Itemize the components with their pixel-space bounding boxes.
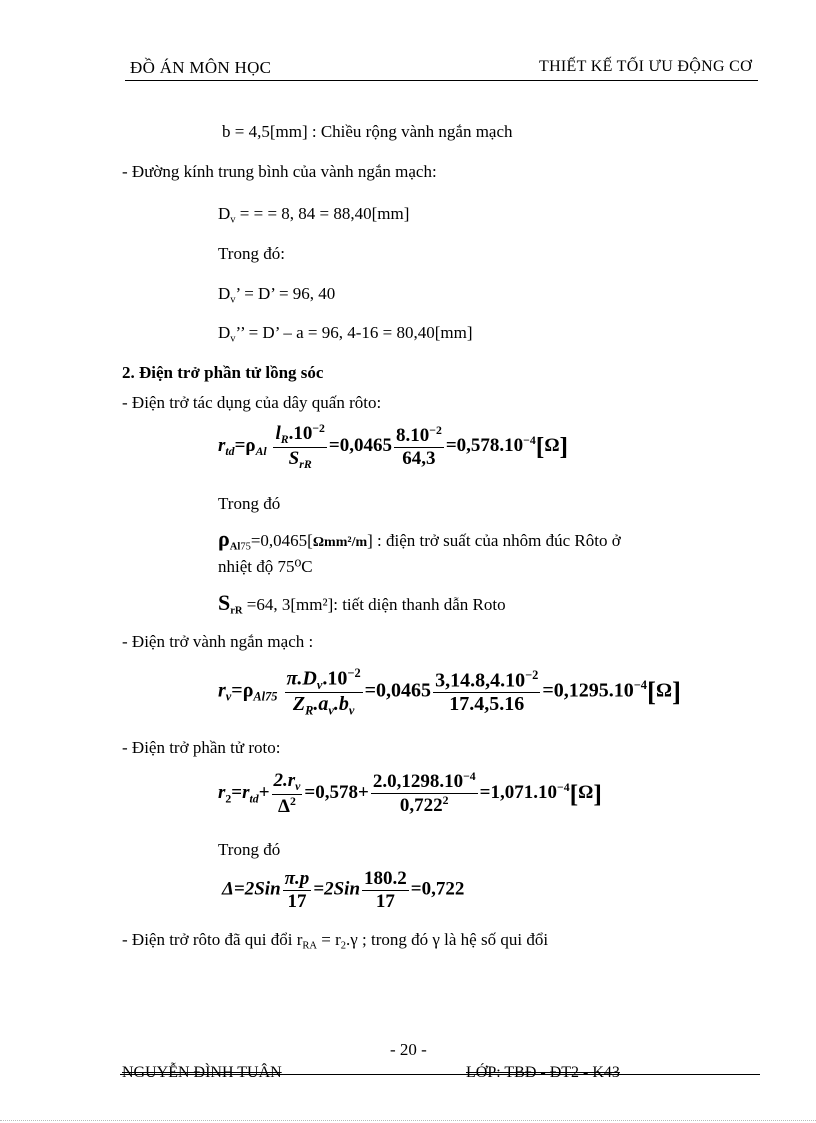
rtd-fraction-1: $\frac{l_R.10^{-2}}{S_{rR}}$	[275, 422, 325, 471]
r2-equation: $r_2=r_{td}+$ $\frac{2.r_v}{\Delta^2}$ =0,578+ $\frac{2.0,1298.10^{-4}}{0,722^2}$ $=1,071.10^{-4}[\Omega]$	[218, 770, 602, 817]
header-right: THIẾT KẾ TỐI ƯU ĐỘNG CƠ	[539, 58, 752, 75]
rv-equation: $r_v=\rho_{Al75}$ $\frac{\pi.D_v.10^{-2}}{Z_R.a_v.b_v}$ =0,0465 $\frac{3,14.8,4.10^{-2}}{17.4,5.16}$ $=0,1295.10^{-4}[\Omega]$	[218, 666, 682, 718]
header-rule	[125, 80, 758, 81]
delta-equation: Δ=2Sin $\frac{\pi.p}{17}$ =2Sin $\frac{180.2}{17}$ =0,722	[222, 868, 465, 912]
rtd-intro: - Điện trở tác dụng của dây quấn rôto:	[122, 393, 382, 412]
footer-left: NGUYỄN ĐÌNH TUÂN	[122, 1064, 282, 1081]
trong-do-2: Trong đó	[218, 494, 281, 513]
rra-line: - Điện trở rôto đã qui đổi $r_{RA} = r_2.\gamma$ ; trong đó γ là hệ số qui đổi	[122, 930, 549, 952]
dv1-equation: $D_v$’ = D’ = 96, 40	[218, 284, 336, 306]
rtd-fraction-2: $\frac{8.10^{-2}}{64,3}$	[396, 423, 442, 469]
rho-line: $\rho_{Al75}=0,0465[\Omega mm^2/m]$ : điện trở suất của nhôm đúc Rôto ở	[218, 526, 621, 553]
rtd-equation: $r_{td}=\rho_{Al}$ $\frac{l_R.10^{-2}}{S_{rR}}$ =0,0465 $\frac{8.10^{-2}}{64,3}$ $=0,578.10^{-4}[\Omega]$	[218, 422, 569, 471]
dv-equation: $D_v$ = = = 8, 84 = 88,40[mm]	[218, 204, 410, 226]
r2-intro: - Điện trở phần tử roto:	[122, 738, 281, 757]
rv-fraction-2: $\frac{3,14.8,4.10^{-2}}{17.4,5.16}$	[435, 667, 539, 716]
rv-intro: - Điện trở vành ngắn mạch :	[122, 632, 314, 651]
width-line: b = 4,5[mm] : Chiều rộng vành ngắn mạch	[222, 122, 513, 141]
srr-line: $S_{rR} =64$, 3[mm²]: tiết diện thanh dẫn Roto	[218, 590, 506, 617]
trong-do-1: Trong đó:	[218, 244, 285, 263]
footer-right: LỚP: TBĐ - ĐT2 - K43	[466, 1064, 620, 1081]
trong-do-3: Trong đó	[218, 840, 281, 859]
temp-line: nhiệt độ 75⁰C	[218, 557, 313, 576]
r2-fraction-1: $\frac{2.r_v}{\Delta^2}$	[273, 770, 301, 817]
delta-fraction-2: $\frac{180.2}{17}$	[364, 868, 407, 912]
section-2-title: 2. Điện trở phần tử lồng sóc	[122, 363, 324, 382]
page-edge	[0, 1120, 816, 1121]
dv-intro: - Đường kính trung bình của vành ngắn mạch:	[122, 162, 437, 181]
page-number: - 20 -	[390, 1040, 427, 1059]
r2-fraction-2: $\frac{2.0,1298.10^{-4}}{0,722^2}$	[372, 770, 476, 817]
dv2-equation: $D_v$’’ = D’ – a = 96, 4-16 = 80,40[mm]	[218, 323, 473, 345]
header-left: ĐỒ ÁN MÔN HỌC	[130, 58, 272, 77]
delta-fraction-1: $\frac{\pi.p}{17}$	[284, 868, 310, 912]
rv-fraction-1: $\frac{\pi.D_v.10^{-2}}{Z_R.a_v.b_v}$	[286, 666, 361, 718]
footer-rule	[120, 1074, 760, 1075]
